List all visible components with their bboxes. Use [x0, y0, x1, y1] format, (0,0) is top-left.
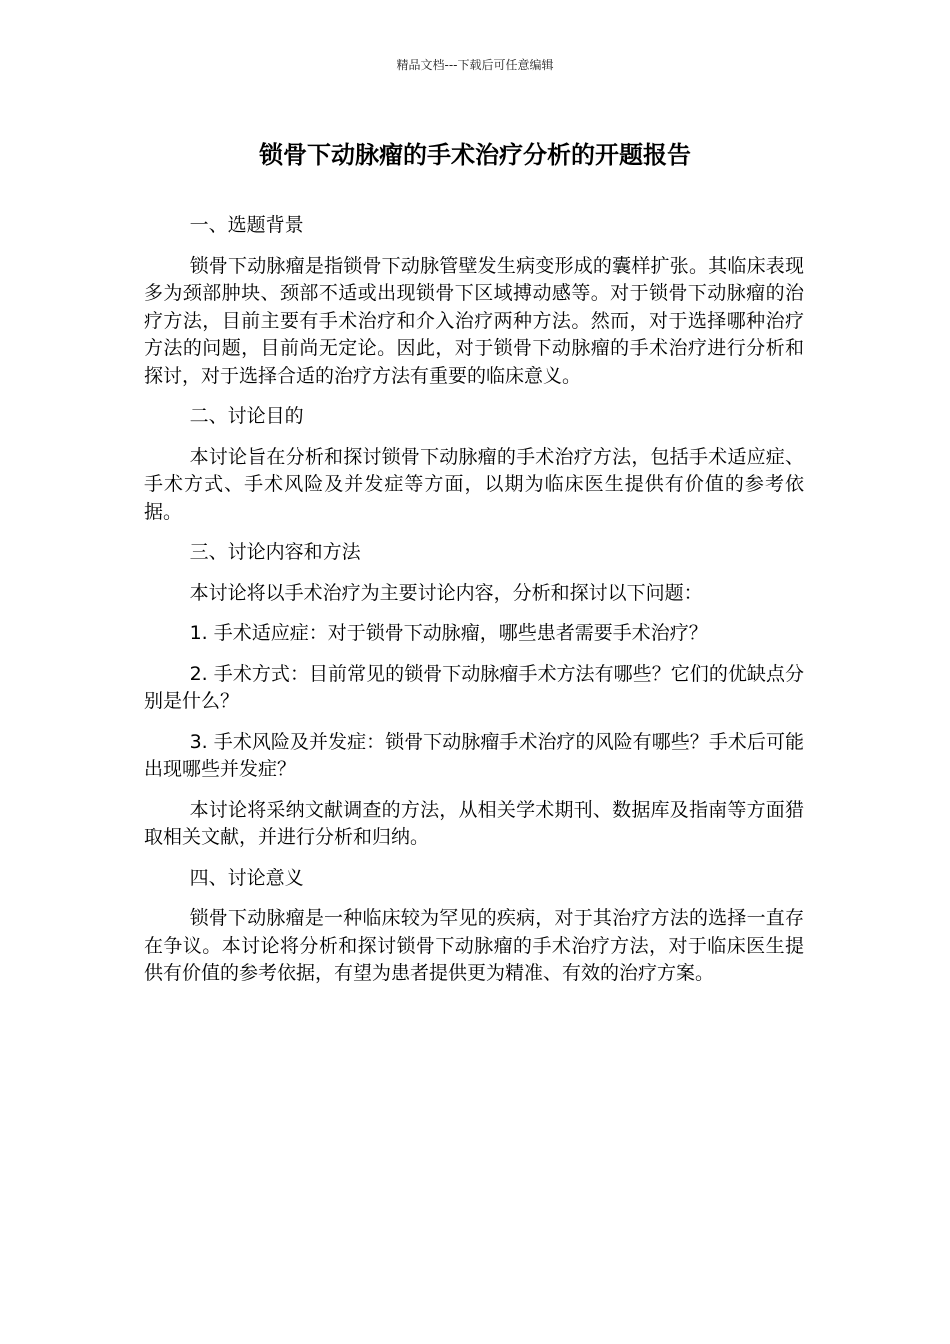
- section-heading-background: 一、选题背景: [189, 214, 304, 236]
- question-item-risks: 3. 手术风险及并发症：锁骨下动脉瘤手术治疗的风险有哪些？手术后可能出现哪些并发症？: [144, 730, 804, 780]
- section-heading-content-method: 三、讨论内容和方法: [189, 541, 361, 563]
- purpose-paragraph: 本讨论旨在分析和探讨锁骨下动脉瘤的手术治疗方法，包括手术适应症、手术方式、手术风险及并发症等方面，以期为临床医生提供有价值的参考依据。: [144, 445, 804, 523]
- background-paragraph: 锁骨下动脉瘤是指锁骨下动脉管壁发生病变形成的囊样扩张。其临床表现多为颈部肿块、颈部不适或出现锁骨下区域搏动感等。对于锁骨下动脉瘤的治疗方法，目前主要有手术治疗和介入治疗两种方法。然而，对于选择哪种治疗方法的问题，目前尚无定论。因此，对于锁骨下动脉瘤的手术治疗进行分析和探讨，对于选择合适的治疗方法有重要的临床意义。: [144, 254, 804, 387]
- section-heading-significance: 四、讨论意义: [189, 866, 304, 889]
- document-body: [144, 212, 804, 1001]
- method-paragraph: 本讨论将采纳文献调查的方法，从相关学术期刊、数据库及指南等方面猎取相关文献，并进行分析和归纳。: [144, 798, 804, 848]
- question-item-indications: 1. 手术适应症：对于锁骨下动脉瘤，哪些患者需要手术治疗？: [189, 622, 708, 644]
- page-header: 精品文档---下载后可任意编辑: [396, 58, 554, 72]
- significance-paragraph: 锁骨下动脉瘤是一种临床较为罕见的疾病，对于其治疗方法的选择一直存在争议。本讨论将分析和探讨锁骨下动脉瘤的手术治疗方法，对于临床医生提供有价值的参考依据，有望为患者提供更为精准、有效的治疗方案。: [144, 907, 804, 984]
- document-title: 锁骨下动脉瘤的手术治疗分析的开题报告: [259, 141, 691, 169]
- question-item-procedures: 2. 手术方式：目前常见的锁骨下动脉瘤手术方法有哪些？它们的优缺点分别是什么？: [144, 662, 804, 712]
- section-heading-purpose: 二、讨论目的: [189, 405, 304, 427]
- content-intro-paragraph: 本讨论将以手术治疗为主要讨论内容，分析和探讨以下问题：: [189, 581, 703, 604]
